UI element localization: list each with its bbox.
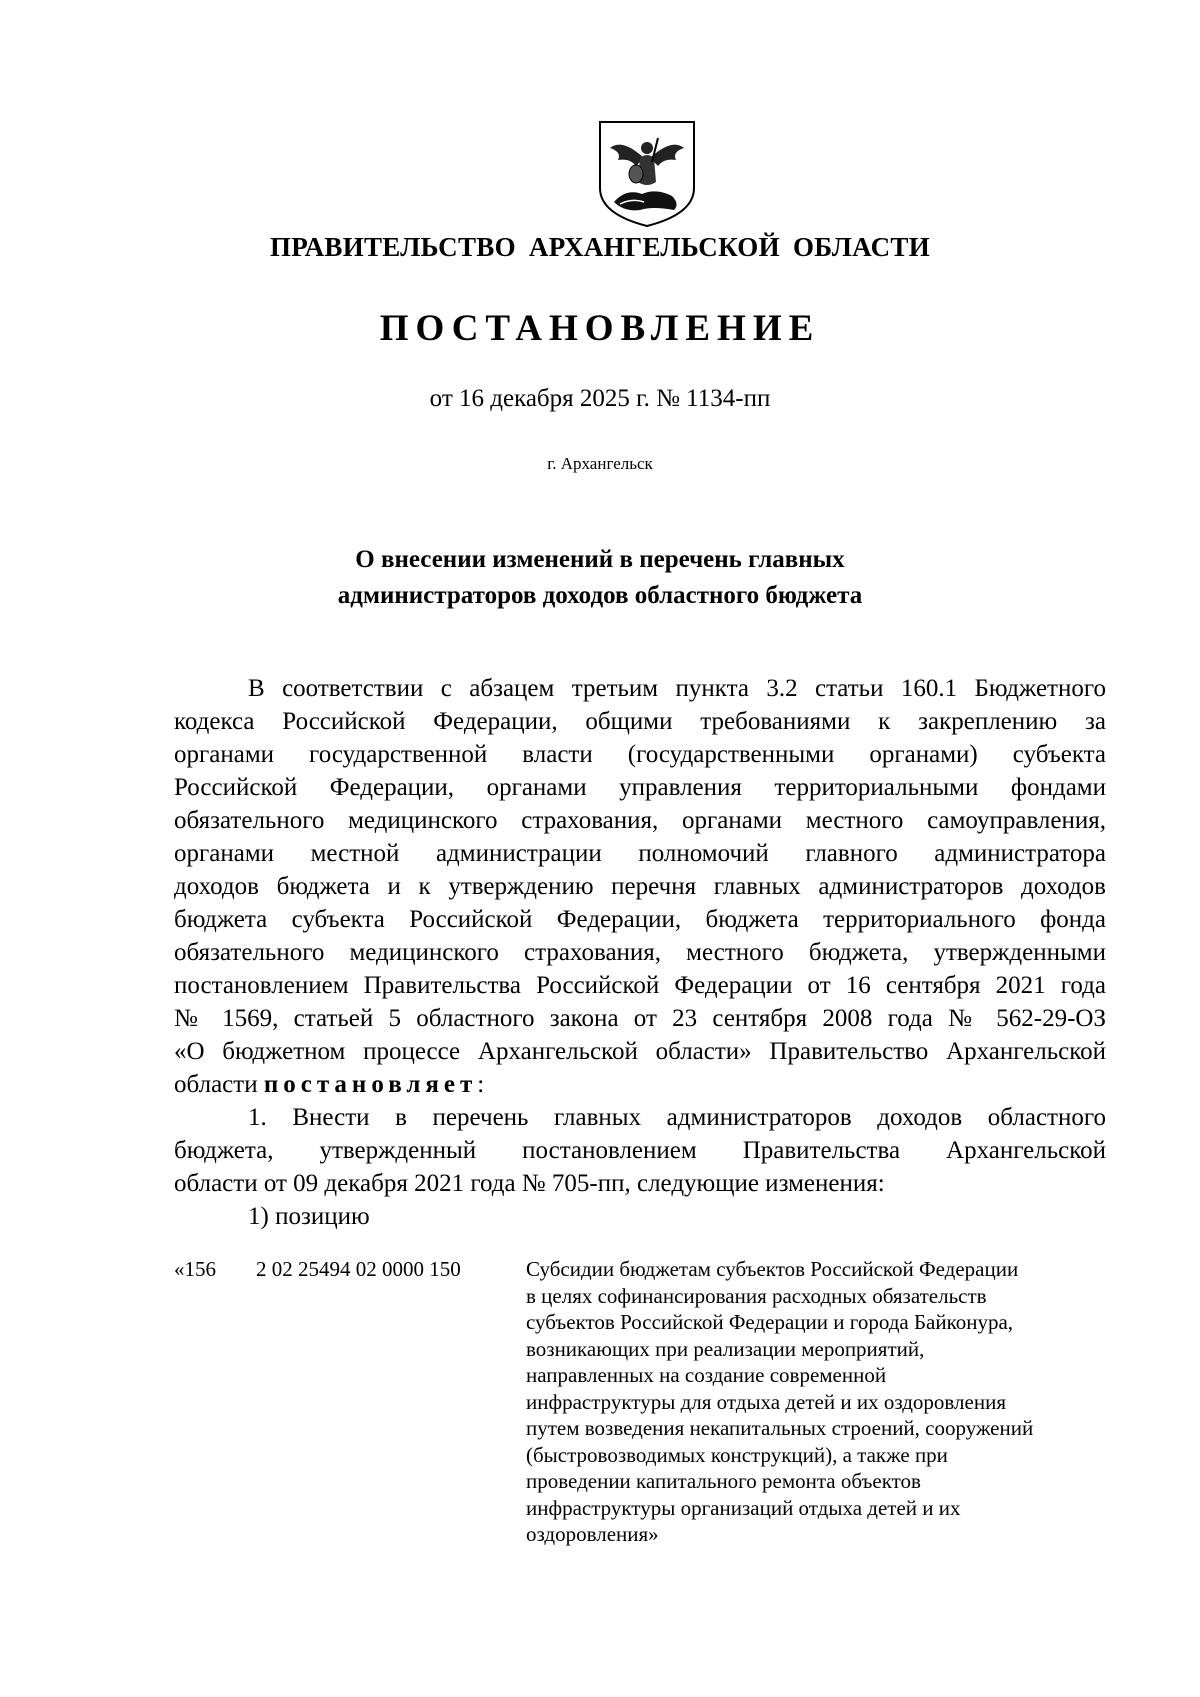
subitem-1: 1) позицию — [248, 1203, 370, 1230]
position-description — [526, 1256, 1126, 1548]
document-body — [174, 672, 1106, 1233]
preamble-line: органами государственной власти (государственными органами) субъекта — [174, 741, 1106, 768]
preamble-end-suffix: : — [477, 1071, 485, 1098]
title-line: О внесении изменений в перечень главных — [355, 546, 845, 573]
description-line: субъектов Российской Федерации и города Байконура, — [526, 1310, 1014, 1334]
description-line: возникающих при реализации мероприятий, — [526, 1336, 925, 1361]
title-line: администраторов доходов областного бюджета — [337, 582, 863, 609]
preamble-last-line — [174, 1068, 1106, 1101]
description-line: оздоровления» — [526, 1522, 659, 1546]
preamble-line: Российской Федерации, органами управления территориальными фондами — [174, 774, 1106, 801]
description-line: инфраструктуры организаций отдыха детей и их — [526, 1495, 961, 1520]
description-line: инфраструктуры для отдыха детей и их оздоровления — [526, 1389, 1006, 1414]
resolution-word: постановляет — [263, 1071, 478, 1098]
description-line: в целях софинансирования расходных обязательств — [526, 1283, 987, 1308]
item-1-paragraph — [174, 1101, 1106, 1200]
organization-name: ПРАВИТЕЛЬСТВО АРХАНГЕЛЬСКОЙ ОБЛАСТИ — [269, 232, 931, 262]
preamble-line: обязательного медицинского страхования, органами местного самоуправления, — [174, 807, 1106, 834]
description-line: путем возведения некапитальных строений, сооружений — [526, 1416, 1034, 1440]
preamble-line: обязательного медицинского страхования, местного бюджета, утвержденными — [174, 939, 1106, 966]
preamble-paragraph — [174, 672, 1106, 1101]
description-line: направленных на создание современной — [526, 1363, 887, 1387]
document-date-number: от 16 декабря 2025 г. № 1134-пп — [429, 385, 771, 412]
preamble-line: органами местной администрации полномочий главного администратора — [174, 840, 1106, 867]
description-line: (быстровозводимых конструкций), а также при — [526, 1442, 948, 1467]
description-line: проведении капитального ремонта объектов — [526, 1469, 921, 1493]
preamble-line: бюджета субъекта Российской Федерации, бюджета территориального фонда — [174, 906, 1106, 933]
item-1-line: области от 09 декабря 2021 года № 705-пп, следующие изменения: — [174, 1170, 885, 1197]
preamble-line: В соответствии с абзацем третьим пункта 3.2 статьи 160.1 Бюджетного — [248, 675, 1106, 702]
description-line: Субсидии бюджетам субъектов Российской Федерации — [526, 1257, 1019, 1281]
item-1-line: бюджета, утвержденный постановлением Правительства Архангельской — [174, 1137, 1106, 1164]
preamble-line: кодекса Российской Федерации, общими требованиями к закреплению за — [174, 708, 1106, 735]
arkhangelsk-coat-of-arms-icon — [592, 118, 702, 228]
document-type: ПОСТАНОВЛЕНИЕ — [379, 308, 821, 349]
preamble-line: «О бюджетном процессе Архангельской области» Правительство Архангельской — [174, 1038, 1106, 1065]
document-city: г. Архангельск — [547, 454, 653, 473]
preamble-line: постановлением Правительства Российской Федерации от 16 сентября 2021 года — [174, 972, 1106, 999]
preamble-end-prefix: области — [174, 1071, 258, 1098]
item-1-line: 1. Внести в перечень главных администраторов доходов областного — [248, 1104, 1106, 1131]
document-title — [0, 542, 1200, 614]
preamble-line: № 1569, статьей 5 областного закона от 23 сентября 2008 года № 562-29-ОЗ — [174, 1005, 1106, 1032]
position-code: 2 02 25494 02 0000 150 — [256, 1257, 461, 1281]
preamble-line: доходов бюджета и к утверждению перечня главных администраторов доходов — [174, 873, 1106, 900]
position-number: «156 — [174, 1257, 216, 1281]
